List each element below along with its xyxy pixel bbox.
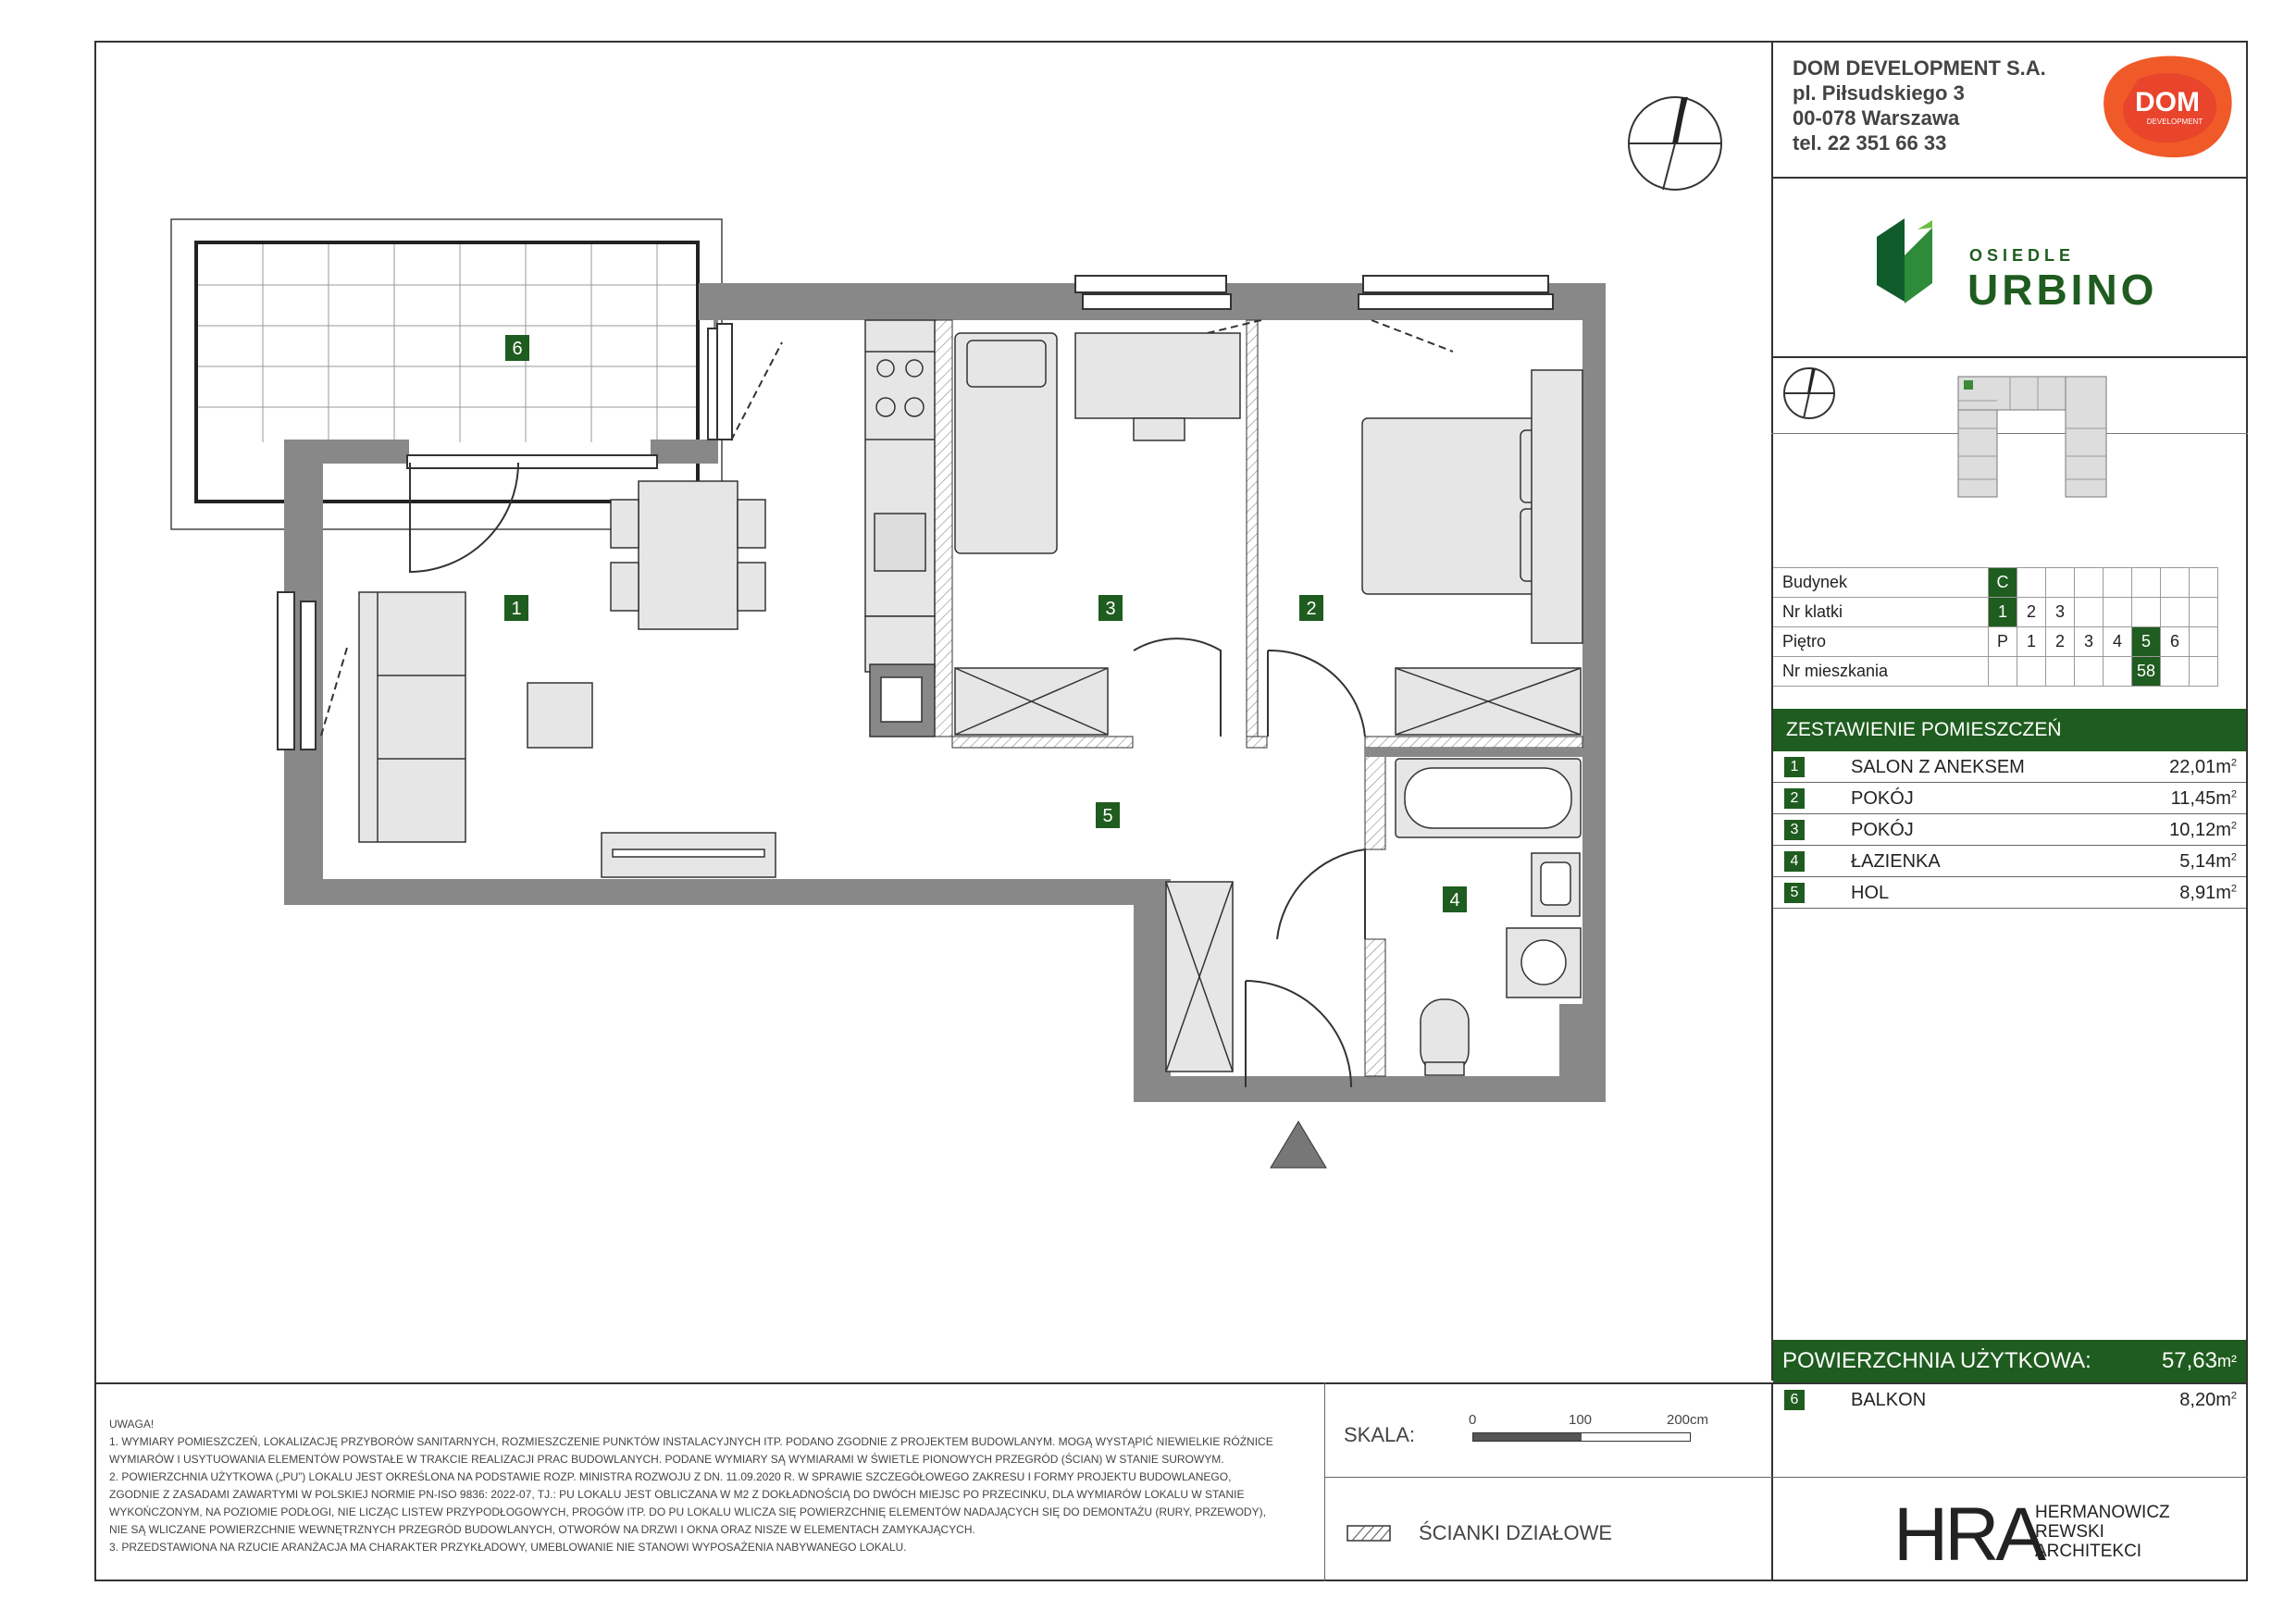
info-cell [2161,568,2190,598]
architect-name: ARCHITEKCI [2035,1542,2142,1561]
room-number: 2 [1784,788,1805,809]
info-cell [2104,598,2132,627]
info-cell [1989,657,2017,687]
info-row [1773,568,2218,598]
room-name: SALON Z ANEKSEM [1851,757,2025,777]
note-line: WYKOŃCZONYM, NA POZIOMIE PODŁOGI, NIE LICZĄC LISTEW PRZYPODŁOGOWYCH, PROGÓW ITP. DO PU LOKALU WLICZA SIĘ POWIERZCHNIĘ ELEMENTÓW NADAJĄCYCH SIĘ DO DEMONTAŻU (RURY, PRZEWODY), [109,1505,1266,1518]
total-area-value: $57,63^{m^2}$ [2161,1348,2237,1373]
info-cell [2132,598,2161,627]
logo-text: DOM [2135,87,2200,118]
room-area: $8,91m^2$ [2179,883,2237,903]
info-cell [2161,598,2190,627]
room-area: $10,12m^2$ [2169,820,2237,840]
room-area: $11,45m^2$ [2170,788,2237,809]
info-cell [2132,568,2161,598]
bathroom-fixtures [1396,759,1581,1075]
info-cell: C [1989,568,2017,598]
note-line: WYMIARÓW I USYTUOWANIA ELEMENTÓW POWSTAŁE W TRAKCIE REALIZACJI PRAC BUDOWLANYCH. PODANE WYMIARY SĄ WYMIARAMI W ŚWIETLE PIONOWYCH PRZEGRÓD (ŚCIAN) W STANIE SUROWYM. [109,1453,1224,1466]
company-city: 00-078 Warszawa [1793,106,1960,130]
room-name: POKÓJ [1851,788,1914,809]
info-label: Budynek [1773,568,1989,598]
info-cell: 1 [1989,598,2017,627]
info-cell: 4 [2104,627,2132,657]
scale-tick: 100 [1569,1412,1593,1428]
info-cell [2017,657,2046,687]
project-name-line1: OSIEDLE [1969,246,2076,265]
urbino-logo-mark [1877,218,1951,311]
room2-furniture [1362,370,1582,735]
info-cell [2190,657,2218,687]
room-number: 1 [1784,757,1805,777]
site-plan-thumbnail [1955,373,2112,502]
room-area: $5,14m^2$ [2179,851,2237,872]
room-tag [1098,595,1123,621]
living-furniture [359,481,776,877]
company-address: pl. Piłsudskiego 3 [1793,81,1965,105]
room-name: HOL [1851,883,1890,903]
room-tag [505,335,529,361]
total-area-label: POWIERZCHNIA UŻYTKOWA: [1782,1348,2091,1373]
kitchen-counter [865,320,935,737]
hall-wardrobe [1166,882,1233,1072]
divider [1771,177,2248,179]
info-label: Nr mieszkania [1773,657,1989,687]
svg-text:3: 3 [1105,599,1116,619]
svg-text:2: 2 [1306,599,1317,619]
scale-tick: 0 [1469,1412,1477,1428]
svg-text:5: 5 [1102,806,1113,826]
svg-text:4: 4 [1449,890,1460,911]
room-number: 6 [1784,1390,1805,1410]
info-label: Nr klatki [1773,598,1989,627]
architect-name: HERMANOWICZ [2035,1503,2170,1522]
room-number: 4 [1784,851,1805,872]
room-row [1773,877,2246,909]
info-cell [2190,627,2218,657]
room-name: ŁAZIENKA [1851,851,1941,872]
company-name: DOM DEVELOPMENT S.A. [1793,56,2046,80]
svg-text:6: 6 [512,339,523,359]
info-label: Piętro [1773,627,1989,657]
info-cell: P [1989,627,2017,657]
info-cell [2104,657,2132,687]
unit-info-table [1773,567,2218,687]
footer-divider [1324,1477,2248,1478]
company-info [1793,56,2046,155]
room-number: 5 [1784,883,1805,903]
info-cell: 58 [2132,657,2161,687]
room-area: $22,01m^2$ [2169,757,2237,777]
info-cell [2104,568,2132,598]
entrance-arrow-icon [1271,1121,1326,1168]
info-cell [2190,598,2218,627]
info-cell [2190,568,2218,598]
room-row [1773,846,2246,877]
room-row [1773,751,2246,783]
info-cell [2161,657,2190,687]
info-cell: 1 [2017,627,2046,657]
note-line: 1. WYMIARY POMIESZCZEŃ, LOKALIZACJĘ PRZYBORÓW SANITARNYCH, ROZMIESZCZENIE PUNKTÓW INSTALACYJNYCH ITP. PODANO ZGODNIE Z PROJEKTEM BUDOWLANYM. MOGĄ WYSTĄPIĆ NIEWIELKIE RÓŻNICE [109,1435,1273,1448]
info-cell [2075,657,2104,687]
note-line: NIE SĄ WLICZANE POWIERZCHNIE WEWNĘTRZNYCH PRZEGRÓD BUDOWLANYCH, OTWORÓW NA DRZWI I OKNA ORAZ NISZE W ELEMENTACH ZAMYKAJĄCYCH. [109,1523,975,1536]
company-phone: tel. 22 351 66 33 [1793,131,1947,155]
project-name-line2: URBINO [1967,266,2158,314]
room-name: POKÓJ [1851,820,1914,840]
notes-title: UWAGA! [109,1418,155,1431]
note-line: 3. PRZEDSTAWIONA NA RZUCIE ARANŻACJA MA CHARAKTER PRZYKŁADOWY, UMEBLOWANIE NIE STANOWI WYPOSAŻENIA NABYWANEGO LOKALU. [109,1541,907,1554]
room-tag [504,595,528,621]
footer-divider [1324,1382,1325,1581]
info-cell [2075,568,2104,598]
logo-subtext: DEVELOPMENT [2146,118,2203,126]
note-line: 2. POWIERZCHNIA UŻYTKOWA („PU”) LOKALU JEST OKREŚLONA NA PODSTAWIE ROZP. MINISTRA ROZWOJU Z DN. 11.09.2020 R. W SPRAWIE SZCZEGÓŁOWEGO ZAKRESU I FORMY PROJEKTU BUDOWLANEGO, [109,1470,1232,1483]
notes [109,1416,1312,1556]
info-cell [2046,657,2075,687]
scale-label: SKALA: [1344,1423,1416,1446]
info-cell: 6 [2161,627,2190,657]
divider [1771,356,2248,358]
total-area [1773,1340,2246,1382]
rooms-header: ZESTAWIENIE POMIESZCZEŃ [1773,709,2246,751]
room3-furniture [955,333,1240,735]
scale-tick: 200cm [1667,1412,1709,1428]
note-line: ZGODNIE Z ZASADAMI ZAWARTYMI W POLSKIEJ NORMIE PN-ISO 9836: 2022-07, TJ.: PU LOKALU JEST OBLICZANA W M2 Z DOKŁADNOŚCIĄ DO DWÓCH MIEJSC PO PRZECINKU, DLA WYMIARÓW LOKALU W STANIE [109,1488,1245,1501]
info-cell: 3 [2075,627,2104,657]
balcony-row [1773,1384,2246,1416]
info-cell: 3 [2046,598,2075,627]
info-cell: 2 [2046,627,2075,657]
room-tag [1299,595,1323,621]
legend-label: ŚCIANKI DZIAŁOWE [1419,1521,1613,1544]
compass-small-icon [1781,365,1837,421]
room-row [1773,783,2246,814]
room-area: $8,20m^2$ [2179,1390,2237,1410]
info-cell [2075,598,2104,627]
scale-bar [1472,1432,1691,1442]
info-cell: 5 [2132,627,2161,657]
room-tag [1443,886,1467,912]
room-tag [1096,802,1120,828]
room-name: BALKON [1851,1390,1927,1410]
info-cell [2017,568,2046,598]
info-cell [2046,568,2075,598]
info-row [1773,657,2218,687]
architect-logo-mark: HRA [1893,1493,2043,1577]
room-number: 3 [1784,820,1805,840]
svg-text:1: 1 [511,599,522,619]
info-row [1773,598,2218,627]
info-row [1773,627,2218,657]
dom-development-logo [2101,52,2236,159]
info-cell: 2 [2017,598,2046,627]
partition-wall-legend-icon [1347,1525,1391,1542]
architect-name: REWSKI [2035,1522,2104,1542]
room-row [1773,814,2246,846]
